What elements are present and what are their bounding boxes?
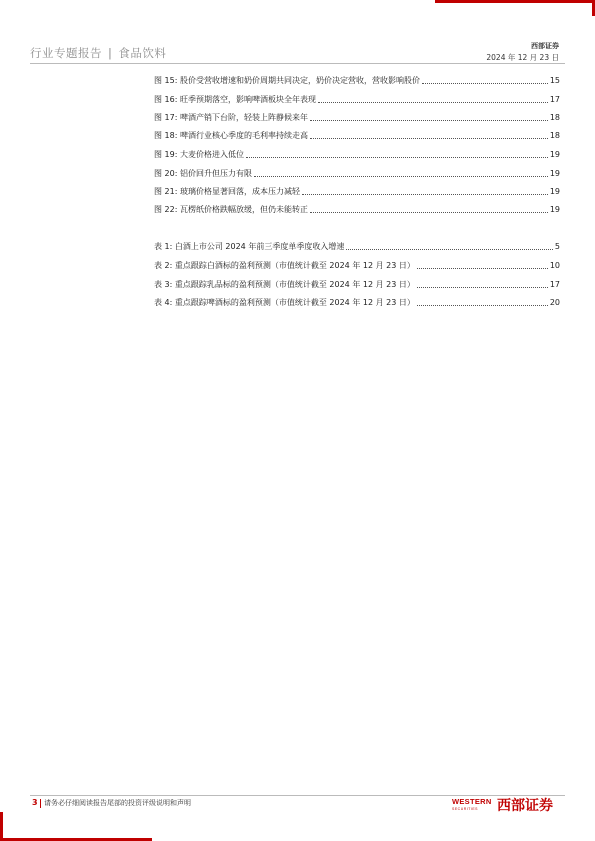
logo-english-subtitle: SECURITIES (452, 807, 479, 811)
toc-entry-figure-19[interactable] (154, 148, 560, 160)
toc-entry-figure-17[interactable] (154, 111, 560, 123)
toc-label: 图 21: (154, 187, 178, 196)
toc-title: 旺季预期落空，影响啤酒板块全年表现 (179, 95, 316, 104)
toc-entry-figure-16[interactable] (154, 93, 560, 105)
toc-page-number: 18 (549, 131, 560, 140)
toc-label: 表 3: (154, 280, 173, 289)
footer-page-bar (40, 799, 41, 808)
toc-page-number: 10 (549, 261, 560, 270)
toc-label: 表 1: (154, 242, 173, 251)
toc-leader (310, 120, 548, 121)
toc-page-number: 19 (549, 150, 560, 159)
logo-chinese-name: 西部证券 (497, 798, 553, 814)
toc-leader (246, 157, 548, 158)
toc-leader (417, 287, 548, 288)
toc-title: 大麦价格进入低位 (179, 150, 244, 159)
toc-label: 图 20: (154, 169, 178, 178)
toc-entry-figure-21[interactable] (154, 185, 560, 197)
toc-page-number: 17 (549, 95, 560, 104)
toc-leader (254, 176, 548, 177)
toc-page-number: 17 (549, 280, 560, 289)
report-sector: 食品饮料 (118, 46, 167, 60)
toc-title: 瓦楞纸价格跌幅放缓，但仍未能转正 (179, 205, 308, 214)
toc-page-number: 20 (549, 298, 560, 307)
toc-title: 啤酒产销下台阶，轻装上阵静候来年 (179, 113, 308, 122)
toc-page-number: 18 (549, 113, 560, 122)
header-date: 2024 年 12 月 23 日 (486, 53, 559, 62)
toc-label: 图 17: (154, 113, 178, 122)
toc-leader (318, 102, 548, 103)
toc-title: 啤酒行业核心季度的毛利率持续走高 (179, 131, 308, 140)
footer-disclaimer: 请务必仔细阅读报告尾部的投资评级说明和声明 (44, 799, 191, 807)
toc-label: 图 16: (154, 95, 178, 104)
header-company: 西部证券 (531, 42, 559, 50)
header-separator: | (108, 46, 113, 60)
toc-entry-table-3[interactable] (154, 278, 560, 290)
toc-leader (417, 268, 548, 269)
toc-label: 图 19: (154, 150, 178, 159)
toc-title: 重点跟踪白酒标的盈利预测（市值统计截至 2024 年 12 月 23 日） (174, 261, 415, 270)
toc-label: 表 4: (154, 298, 173, 307)
corner-accent-top-horizontal (435, 0, 595, 3)
toc-title: 白酒上市公司 2024 年前三季度单季度收入增速 (174, 242, 345, 251)
toc-entry-figure-15[interactable] (154, 74, 560, 86)
toc-label: 表 2: (154, 261, 173, 270)
corner-accent-bottom-vertical (0, 812, 3, 841)
toc-title: 玻璃价格显著回落，成本压力减轻 (179, 187, 300, 196)
report-category: 行业专题报告 (30, 46, 102, 60)
toc-page-number: 15 (549, 76, 560, 85)
toc-label: 图 22: (154, 205, 178, 214)
toc-entry-table-4[interactable] (154, 296, 560, 308)
toc-page-number: 19 (549, 169, 560, 178)
toc-leader (310, 212, 548, 213)
header-divider (30, 63, 565, 64)
toc-leader (310, 138, 548, 139)
logo-english-name: WESTERN (452, 797, 492, 806)
toc-page-number: 19 (549, 187, 560, 196)
toc-title: 重点跟踪啤酒标的盈利预测（市值统计截至 2024 年 12 月 23 日） (174, 298, 415, 307)
toc-entry-figure-22[interactable] (154, 203, 560, 215)
toc-entry-figure-20[interactable] (154, 167, 560, 179)
page-number: 3 (32, 798, 38, 807)
toc-page-number: 5 (554, 242, 560, 251)
report-header (30, 45, 166, 61)
toc-entry-figure-18[interactable] (154, 129, 560, 141)
toc-title: 股价受营收增速和奶价周期共同决定，奶价决定营收，营收影响股价 (179, 76, 420, 85)
toc-leader (302, 194, 548, 195)
toc-entry-table-2[interactable] (154, 259, 560, 271)
toc-leader (417, 305, 548, 306)
toc-title: 重点跟踪乳品标的盈利预测（市值统计截至 2024 年 12 月 23 日） (174, 280, 415, 289)
toc-label: 图 15: (154, 76, 178, 85)
toc-leader (422, 83, 548, 84)
toc-label: 图 18: (154, 131, 178, 140)
toc-page-number: 19 (549, 205, 560, 214)
toc-title: 铝价回升但压力有限 (179, 169, 252, 178)
toc-entry-table-1[interactable] (154, 240, 560, 252)
western-securities-logo (452, 795, 562, 815)
toc-leader (346, 249, 553, 250)
